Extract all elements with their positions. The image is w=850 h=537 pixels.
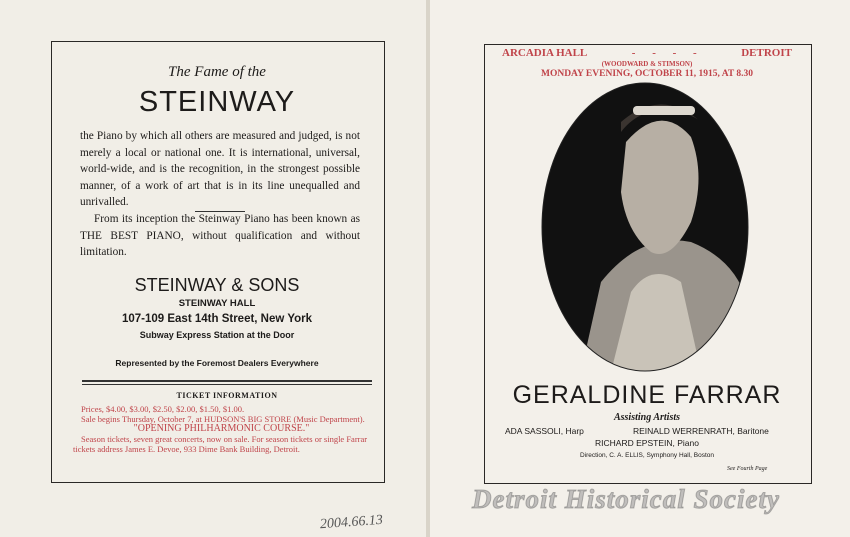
accession-number: 2004.66.13 (319, 512, 384, 533)
subway-note: Subway Express Station at the Door (139, 330, 295, 340)
address: 107-109 East 14th Street, New York (121, 313, 313, 325)
watermark: Detroit Historical Society (472, 484, 780, 514)
assisting-label: Assisting Artists (613, 412, 681, 423)
hall-name: STEINWAY HALL (178, 298, 256, 309)
paragraph: From its inception the Steinway Piano has been known as THE BEST PIANO, without qualification and without limitation. (80, 212, 360, 259)
performer-name: GERALDINE FARRAR (512, 381, 782, 409)
cross-streets: (WOODWARD & STIMSON) (601, 60, 693, 68)
fame-title: The Fame of the (168, 64, 266, 80)
venue: ARCADIA HALL (502, 47, 588, 59)
artist-baritone: REINALD WERRENRATH, Baritone (633, 426, 769, 436)
double-rule (82, 380, 372, 385)
see-fourth-page: See Fourth Page (727, 466, 768, 472)
steinway-heading: STEINWAY (138, 86, 296, 118)
portrait-photo (541, 82, 749, 372)
ticket-heading: TICKET INFORMATION (176, 391, 278, 400)
prices: Prices, $4.00, $3.00, $2.50, $2.00, $1.50, $1.00. (81, 404, 245, 414)
represented-note: Represented by the Foremost Dealers Everywhere (115, 358, 319, 368)
dashes: - - - - (631, 47, 697, 59)
sale-info: Sale begins Thursday, October 7, at HUDSON'S BIG STORE (Music Department). (81, 414, 365, 424)
city: DETROIT (741, 47, 792, 59)
steinway-text (80, 128, 360, 261)
event-date: MONDAY EVENING, OCTOBER 11, 1915, AT 8.30 (540, 69, 754, 79)
artist-harp: ADA SASSOLI, Harp (505, 426, 584, 436)
season-info: Season tickets, seven great concerts, now on sale. For season tickets or single Farrar tickets address James E. Devoe, 933 Dime Bank Building, Detroit. (73, 434, 368, 454)
course-title: "OPENING PHILHARMONIC COURSE." (133, 423, 310, 434)
company-name: STEINWAY & SONS (134, 275, 300, 295)
venue-line (502, 47, 792, 59)
paragraph: the Piano by which all others are measured and judged, is not merely a local or national one. It is international, universal, world-wide, and is the recognition, in the strongest possible manner, of a work of art that is in its line unequalled and unrivalled. (80, 130, 360, 209)
artist-piano: RICHARD EPSTEIN, Piano (595, 438, 699, 448)
ticket-info (73, 404, 370, 454)
direction: Direction, C. A. ELLIS, Symphony Hall, Boston (579, 452, 715, 459)
